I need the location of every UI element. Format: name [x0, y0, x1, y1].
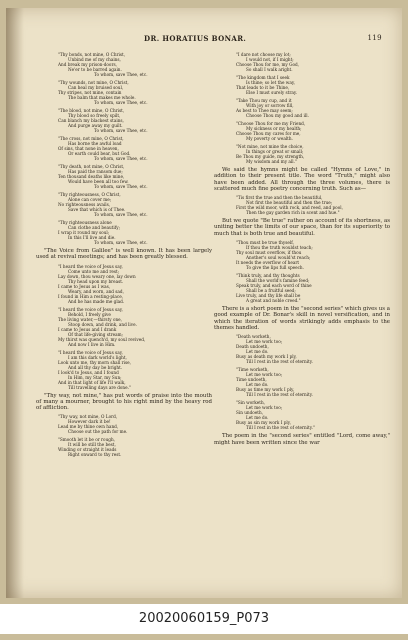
stanza: [236, 144, 390, 164]
verse-line: And now I live in Him.: [68, 341, 116, 347]
verse-line: Speak truly, and each word of thine: [236, 283, 312, 289]
verse-line: Or earth could bear, but God.: [68, 151, 131, 156]
verse-line: Has borne the awful load: [68, 141, 122, 146]
verse-line: "Take Thou my cup, and it: [236, 98, 292, 103]
stanza: [58, 220, 212, 245]
verse-line: Come unto me and rest;: [68, 268, 120, 274]
verse-line: I look'd to Jesus, and I found: [58, 369, 119, 375]
running-header: [144, 34, 382, 46]
stanza: [236, 121, 390, 141]
verse-line: The balm that makes me whole.: [68, 95, 136, 100]
verse-line: "Sin worketh,: [236, 400, 265, 406]
verse-line: "Time worketh,: [236, 367, 269, 373]
verse-line: Look unto me, thy morn shall rise,: [58, 359, 131, 365]
verse-line: Shall the world's famine feed;: [246, 278, 310, 284]
stanza: [58, 414, 212, 434]
verse-line: Unbind me of my chains,: [68, 57, 121, 62]
verse-line: Time undoeth,: [236, 377, 267, 383]
verse-line: To whom, save Thee, etc.: [94, 128, 148, 133]
verse-line: The living water,—thirsty one,: [58, 316, 122, 322]
verse-line: Ne'er to be barred again.: [68, 67, 122, 72]
verse-line: A great and noble creed.": [246, 298, 301, 304]
verse-line: Has paid the ransom due;: [68, 169, 123, 174]
stanza: [236, 98, 390, 118]
verse-line: Right onward to thy rest.: [68, 452, 122, 458]
verse-line: "Thy bonds, not mine, O Christ,: [58, 52, 126, 57]
verse-line: Let me do.: [246, 382, 269, 388]
prose-paragraph: "The Voice from Galilee" is well known. It has been largely used at revival meetings; and has been greatly blessed.: [36, 248, 212, 261]
stanza: [236, 273, 390, 303]
verse-line: Death undoeth,: [236, 344, 269, 350]
stanza: [236, 52, 390, 72]
verse-line: "Think truly, and thy thoughts: [236, 273, 300, 279]
verse-line: Choose out the path for me.: [68, 429, 128, 435]
stanza: [236, 367, 390, 397]
stanza: [58, 52, 212, 77]
verse-line: My poverty or wealth.: [246, 136, 293, 141]
page-number: 119: [367, 34, 382, 42]
verse-line: Can clothe and beautify;: [68, 225, 121, 230]
verse-line: "The blood, not mine, O Christ,: [58, 108, 125, 113]
verse-line: Of that life-giving stream;: [68, 331, 123, 337]
verse-line: Save that which is of Thee.: [68, 207, 126, 212]
verse-line: Ten thousand deaths like mine,: [58, 174, 125, 179]
verse-line: Till I rest in the rest of eternity.: [246, 359, 313, 365]
verse-line: It needs the overflow of heart: [236, 260, 300, 266]
verse-line: "Smooth let it be or rough,: [58, 437, 115, 443]
verse-line: "Thou must be true thyself,: [236, 240, 294, 246]
stanza: [236, 400, 390, 430]
verse-line: I came to Jesus and I drank: [58, 326, 117, 332]
verse-line: Busy as sin my work I ply,: [236, 420, 291, 426]
running-title: DR. HORATIUS BONAR.: [144, 34, 247, 43]
verse-line: As best to Thee may seem;: [236, 108, 293, 113]
verse-line: Sin undoeth,: [236, 410, 264, 416]
verse-line: Thy head upon my breast.: [68, 278, 124, 284]
verse-line: My sickness or my health;: [246, 126, 302, 131]
prose-paragraph: "Thy way, not mine," has put words of praise into the mouth of many a mourner, brought to his right mind by the heavy rod of affliction.: [36, 392, 212, 412]
verse-line: Can heal my bruised soul,: [68, 85, 124, 90]
verse-line: I wrap it round my soul;: [58, 230, 110, 235]
hymn-stanzas: [36, 52, 212, 245]
verse-line: "Thy wounds, not mine, O Christ,: [58, 80, 129, 85]
verse-line: Not first the beautiful and then the true;: [246, 200, 333, 206]
verse-line: Till I rest in the rest of eternity.": [246, 425, 315, 431]
stanza: [58, 80, 212, 105]
stanza: [58, 350, 212, 390]
verse-line: And all thy day be bright.: [68, 364, 123, 370]
hymn-stanzas: [214, 52, 390, 164]
right-column: [214, 52, 390, 598]
verse-line: So shall I walk aright.: [246, 67, 293, 72]
verse-line: "I heard the voice of Jesus say,: [58, 349, 123, 355]
verse-line: "Tis first the true and then the beautiful,: [236, 195, 323, 201]
verse-line: Shall be a fruitful seed;: [246, 288, 296, 294]
verse-line: I am this dark world's light,: [68, 354, 127, 360]
verse-line: Busy as time my work I ply,: [236, 387, 295, 393]
hymn-stanzas: [214, 195, 390, 215]
verse-line: And break my prison-doors,: [58, 62, 117, 67]
stanza: [58, 192, 212, 217]
hymn-stanzas: [214, 334, 390, 430]
verse-line: To whom, save Thee, etc.: [94, 212, 148, 217]
verse-line: Let me work too;: [246, 372, 283, 378]
stanza: [58, 307, 212, 347]
verse-line: I found in Him a resting-place,: [58, 293, 124, 299]
verse-line: And in that light of life I'll walk,: [58, 379, 126, 385]
verse-line: Let me do.: [246, 415, 269, 421]
verse-line: To whom, save Thee, etc.: [94, 156, 148, 161]
verse-line: "I heard the voice of Jesus say,: [58, 263, 123, 269]
verse-line: No righteousness avails,: [58, 202, 111, 207]
verse-line: To whom, save Thee, etc.: [94, 240, 148, 245]
verse-line: Till I rest in the rest of eternity.: [246, 392, 313, 398]
verse-line: Let me do.: [246, 349, 269, 355]
verse-line: My wisdom and my all.": [246, 159, 297, 164]
prose-paragraph: We said the hymns might be called "Hymns of Love," in addition to their present title. The word "Truth," might also have been added. All through the three volumes, there is scattered much fine poetry concerning truth. Such as—: [214, 167, 390, 192]
verse-line: Of sins, that none in heaven,: [58, 146, 119, 151]
scan-caption: 20020060159_P073: [0, 604, 408, 634]
verse-line: "Thy righteousness, O Christ,: [58, 192, 121, 197]
verse-line: Till travelling days are done.": [68, 384, 131, 390]
page-spine-shadow: [6, 8, 24, 598]
verse-line: "Choose Thou for me my Friend,: [236, 121, 306, 126]
verse-line: I came to Jesus as I was,: [58, 283, 111, 289]
verse-line: "Thy death, not mine, O Christ,: [58, 164, 125, 169]
book-page: [6, 8, 402, 598]
verse-line: "Not mine, not mine the choice,: [236, 144, 304, 149]
stanza: [236, 240, 390, 270]
verse-line: To whom, save Thee, etc.: [94, 72, 148, 77]
verse-line: Live truly, and thy life shall be: [236, 293, 301, 299]
prose-paragraph: The poem in the "second series" entitled "Lord, come away," might have been written since the war: [214, 433, 390, 446]
stanza: [58, 437, 212, 457]
verse-line: "Thy righteousness alone: [58, 220, 112, 225]
verse-line: Let me work too;: [246, 339, 283, 345]
verse-line: Lead me by thine own hand,: [58, 424, 119, 430]
verse-line: Else I must surely stray.: [246, 90, 298, 95]
verse-line: Alone can cover me;: [68, 197, 112, 202]
prose-paragraph: There is a short poem in the "second series" which gives us a good example of Dr. Bonar's skill in novel versification, and in which the iteration of words strikingly adds emphasis to the themes handled.: [214, 306, 390, 331]
verse-line: Weary, and worn, and sad,: [68, 288, 124, 294]
verse-line: My thirst was quench'd, my soul revived,: [58, 336, 146, 342]
verse-line: Choose Thou my good and ill.: [246, 113, 309, 118]
verse-line: With joy or sorrow fill,: [246, 103, 294, 108]
verse-line: To whom, save Thee, etc.: [94, 100, 148, 105]
verse-line: Would have been all too few.: [68, 179, 129, 184]
verse-line: Thy soul must overflow, if thou: [236, 250, 302, 256]
stanza: [58, 164, 212, 189]
verse-line: Winding or straight it leads: [58, 447, 117, 453]
verse-line: Let me work too;: [246, 405, 283, 411]
verse-line: It will be still the best,: [68, 442, 116, 448]
hymn-stanzas: [214, 240, 390, 303]
verse-line: Choose Thou for me, my God,: [236, 62, 300, 67]
verse-line: First the wild moor, with rock, and reed, and pool,: [236, 205, 343, 211]
verse-line: "Death worketh,: [236, 334, 271, 340]
verse-line: And purge away my guilt.: [68, 123, 123, 128]
verse-line: Busy as death my work I ply,: [236, 354, 297, 360]
verse-line: Behold, I freely give: [68, 311, 111, 317]
stanza: [58, 108, 212, 133]
verse-line: To whom, save Thee, etc.: [94, 184, 148, 189]
verse-line: Then the gay garden rich in scent and hue.": [246, 210, 340, 216]
verse-line: I would not, if I might;: [246, 57, 294, 62]
verse-line: "Thy way, not mine, O Lord,: [58, 414, 118, 420]
verse-line: Is thine; so let the way,: [246, 80, 296, 85]
left-column: [36, 52, 212, 598]
verse-line: Stoop down, and drink, and live.: [68, 321, 137, 327]
stanza: [236, 195, 390, 215]
verse-line: Be Thou my guide, my strength,: [236, 154, 305, 159]
verse-line: "I dare not choose my lot;: [236, 52, 291, 57]
verse-line: Choose Thou my cares for me,: [236, 131, 301, 136]
verse-line: If thou the truth wouldst teach;: [246, 245, 313, 251]
stanza: [236, 334, 390, 364]
hymn-stanzas: [36, 264, 212, 390]
verse-line: However dark it be!: [68, 419, 111, 425]
stanza: [58, 264, 212, 304]
verse-line: That leads to it be Thine,: [236, 85, 290, 90]
verse-line: In Him, my Star, my Sun;: [68, 374, 122, 380]
prose-paragraph: But we quote "Be true" rather on account of its shortness, as uniting better the limits of our space, than for its superiority to much that is both true and beautiful.: [214, 218, 390, 237]
stanza: [236, 75, 390, 95]
verse-line: "The cross, not mine, O Christ,: [58, 136, 124, 141]
verse-line: Thy stripes, not mine, contain: [58, 90, 122, 95]
hymn-stanzas: [36, 414, 212, 457]
verse-line: In things or great or small;: [246, 149, 304, 154]
verse-line: In this I'll live and die.: [68, 235, 116, 240]
verse-line: To give the lips full speech.: [246, 265, 304, 271]
verse-line: Thy blood so freely spilt,: [68, 113, 121, 118]
verse-line: Another's soul would'st reach;: [246, 255, 311, 261]
verse-line: Can blanch my blackest stains,: [58, 118, 124, 123]
verse-line: Lay down, thou weary one, lay down: [58, 273, 136, 279]
verse-line: And he has made me glad.: [68, 298, 125, 304]
stanza: [58, 136, 212, 161]
verse-line: "I heard the voice of Jesus say,: [58, 306, 123, 312]
verse-line: "The kingdom that I seek: [236, 75, 290, 80]
